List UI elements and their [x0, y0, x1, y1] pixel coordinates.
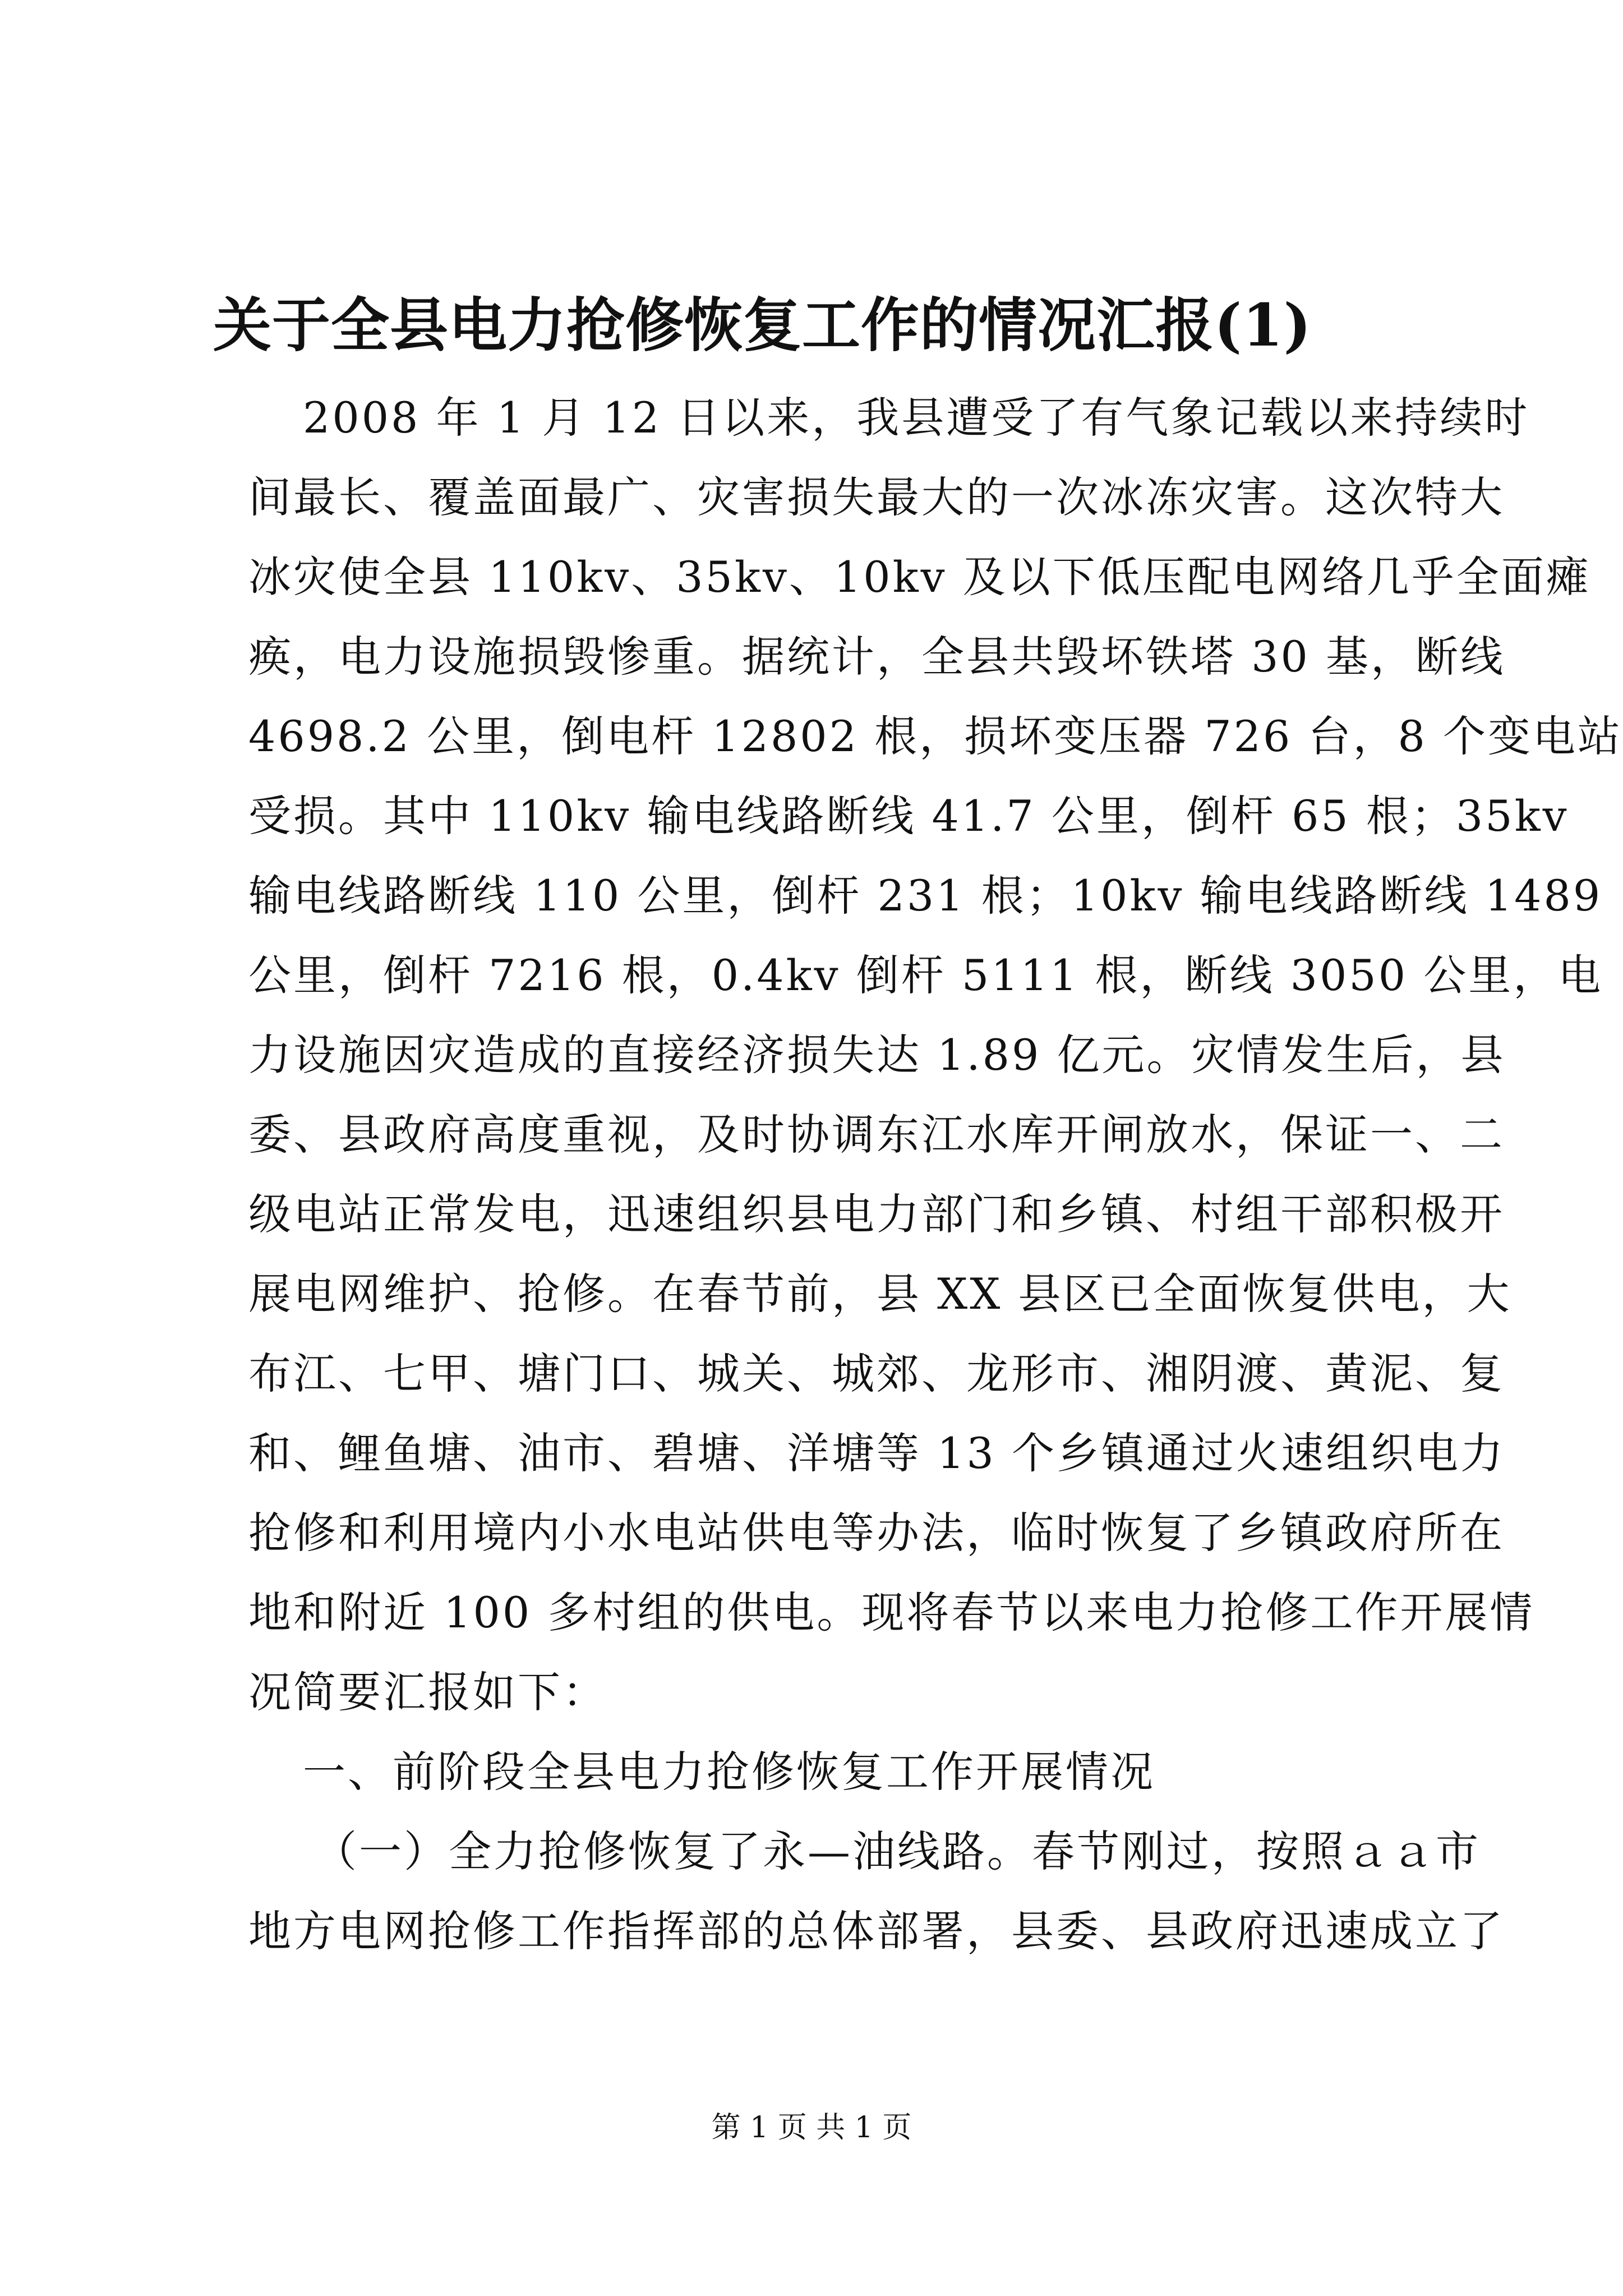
body-line: 力设施因灾造成的直接经济损失达 1.89 亿元。灾情发生后，县	[248, 1030, 1506, 1080]
body-line: 展电网维护、抢修。在春节前，县 XX 县区已全面恢复供电，大	[248, 1269, 1512, 1319]
body-line: 受损。其中 110kv 输电线路断线 41.7 公里，倒杆 65 根；35kv	[248, 791, 1569, 841]
body-line: 况简要汇报如下：	[248, 1667, 607, 1717]
document-title: 关于全县电力抢修恢复工作的情况汇报(1)	[213, 291, 1312, 360]
body-line: 冰灾使全县 110kv、35kv、10kv 及以下低压配电网络几乎全面瘫	[248, 552, 1591, 602]
body-line: 和、鲤鱼塘、油市、碧塘、洋塘等 13 个乡镇通过火速组织电力	[248, 1428, 1506, 1478]
body-line: 间最长、覆盖面最广、灾害损失最大的一次冰冻灾害。这次特大	[248, 472, 1505, 522]
body-line: 公里，倒杆 7216 根，0.4kv 倒杆 5111 根，断线 3050 公里，电	[248, 950, 1603, 1000]
body-line: 布江、七甲、塘门口、城关、城郊、龙形市、湘阴渡、黄泥、复	[248, 1349, 1505, 1398]
body-line: 2008 年 1 月 12 日以来，我县遭受了有气象记载以来持续时	[303, 393, 1530, 443]
body-line: 输电线路断线 110 公里，倒杆 231 根；10kv 输电线路断线 1489	[248, 871, 1603, 921]
body-line: 4698.2 公里，倒电杆 12802 根，损坏变压器 726 台，8 个变电站	[248, 711, 1623, 761]
body-line: 地和附近 100 多村组的供电。现将春节以来电力抢修工作开展情	[248, 1588, 1535, 1637]
body-line: 级电站正常发电，迅速组织县电力部门和乡镇、村组干部积极开	[248, 1189, 1505, 1239]
body-line: 抢修和利用境内小水电站供电等办法，临时恢复了乡镇政府所在	[248, 1508, 1505, 1558]
body-line: 地方电网抢修工作指挥部的总体部署，县委、县政府迅速成立了	[248, 1906, 1505, 1956]
body-line: 痪，电力设施损毁惨重。据统计，全县共毁坏铁塔 30 基，断线	[248, 632, 1506, 682]
subsection-heading-line: （一）全力抢修恢复了永—油线路。春节刚过，按照ａａ市	[314, 1826, 1481, 1876]
section-heading: 一、前阶段全县电力抢修恢复工作开展情况	[303, 1747, 1155, 1797]
page-footer: 第 1 页 共 1 页	[711, 2111, 912, 2145]
body-line: 委、县政府高度重视，及时协调东江水库开闸放水，保证一、二	[248, 1110, 1505, 1159]
